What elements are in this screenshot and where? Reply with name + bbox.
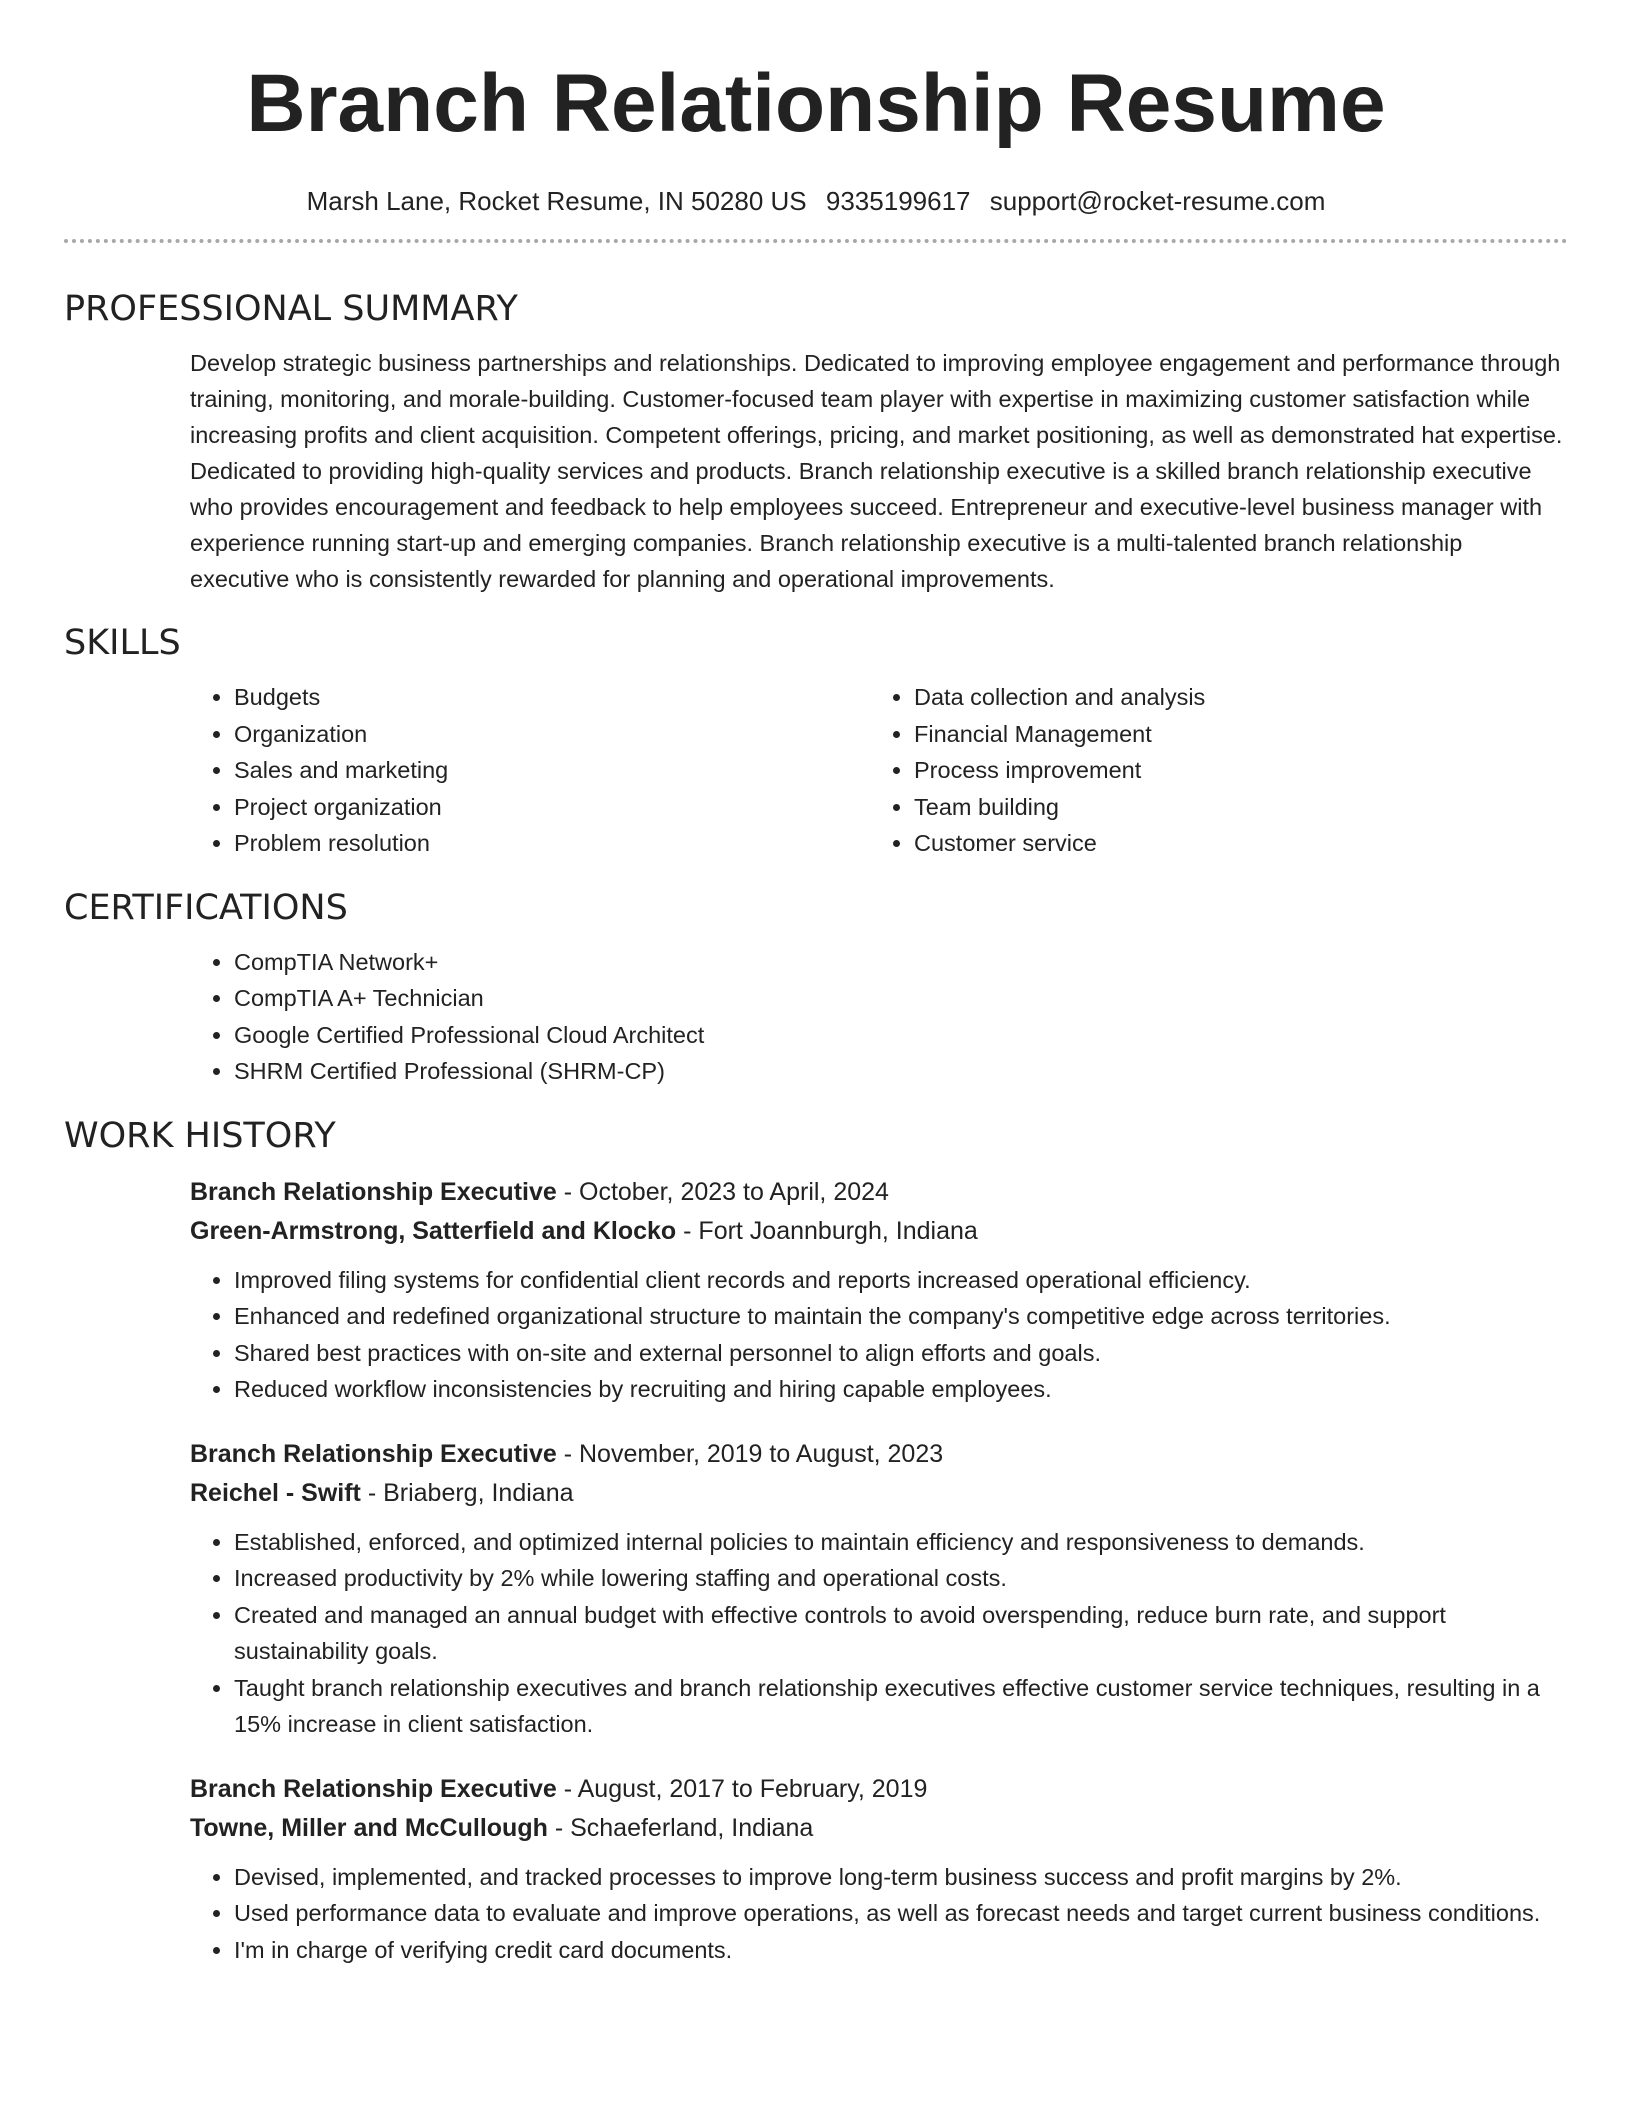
- skill-item: • Financial Management: [914, 716, 1550, 753]
- certification-item: • CompTIA Network+: [234, 944, 1568, 981]
- contact-address: Marsh Lane, Rocket Resume, IN 50280 US: [306, 186, 807, 216]
- job-bullet: • Taught branch relationship executives and branch relationship executives effective customer service techniques, resulting in a 15% increase in client satisfaction.: [234, 1670, 1568, 1743]
- job-bullet: • Shared best practices with on-site and external personnel to align efforts and goals.: [234, 1335, 1568, 1372]
- work-section: [64, 1116, 1568, 1969]
- contact-email: support@rocket-resume.com: [989, 186, 1326, 216]
- job-title-line: [190, 1434, 1568, 1474]
- certifications-body: [190, 944, 1568, 1090]
- job-role: Branch Relationship Executive: [190, 1439, 557, 1468]
- job-title-line: [190, 1769, 1568, 1809]
- summary-text: Develop strategic business partnerships and relationships. Dedicated to improving employee engagement and performance through training, monitoring, and morale-building. Customer-focused team player with expertise in maximizing customer satisfaction while increasing profits and client acquisition. Competent offerings, pricing, and market positioning, as well as demonstrated hat expertise. Dedicated to providing high-quality services and products. Branch relationship executive is a skilled branch relationship executive who provides encouragement and feedback to help employees succeed. Entrepreneur and executive-level business manager with experience running start-up and emerging companies. Branch relationship executive is a multi-talented branch relationship executive who is consistently rewarded for planning and operational improvements.: [190, 350, 1563, 592]
- summary-heading: PROFESSIONAL SUMMARY: [64, 289, 518, 329]
- summary-body: [190, 345, 1568, 597]
- job-location: - Briaberg, Indiana: [360, 1478, 574, 1507]
- skills-section: [64, 623, 1568, 862]
- job-dates: - November, 2019 to August, 2023: [556, 1439, 944, 1468]
- certifications-section: [64, 888, 1568, 1090]
- job-entry: [190, 1172, 1568, 1408]
- job-role: Branch Relationship Executive: [190, 1177, 557, 1206]
- skills-heading: SKILLS: [64, 623, 181, 663]
- job-company: Reichel - Swift: [190, 1478, 361, 1507]
- certification-item: • CompTIA A+ Technician: [234, 980, 1568, 1017]
- job-entry: [190, 1434, 1568, 1743]
- skills-grid: [190, 679, 1568, 862]
- skill-item: • Budgets: [234, 679, 870, 716]
- skill-item: • Organization: [234, 716, 870, 753]
- job-dates: - October, 2023 to April, 2024: [556, 1177, 889, 1206]
- certifications-heading: CERTIFICATIONS: [64, 887, 348, 928]
- job-bullet: • Reduced workflow inconsistencies by recruiting and hiring capable employees.: [234, 1371, 1568, 1408]
- job-bullets: [190, 1262, 1568, 1408]
- job-bullet: • Devised, implemented, and tracked processes to improve long-term business success and profit margins by 2%.: [234, 1859, 1568, 1896]
- skills-list-right: [870, 679, 1550, 862]
- job-title-line: [190, 1172, 1568, 1212]
- job-dates: - August, 2017 to February, 2019: [556, 1774, 928, 1803]
- skill-item: • Team building: [914, 789, 1550, 826]
- skill-item: • Data collection and analysis: [914, 679, 1550, 716]
- skills-list-left: [190, 679, 870, 862]
- job-bullet: • Created and managed an annual budget with effective controls to avoid overspending, reduce burn rate, and support sustainability goals.: [234, 1597, 1568, 1670]
- job-company-line: [190, 1809, 1568, 1847]
- job-location: - Fort Joannburgh, Indiana: [676, 1216, 978, 1245]
- summary-section: [64, 289, 1568, 597]
- skill-item: • Sales and marketing: [234, 752, 870, 789]
- work-body: [190, 1172, 1568, 1969]
- job-bullets: [190, 1859, 1568, 1969]
- job-company: Towne, Miller and McCullough: [190, 1813, 548, 1842]
- skill-item: • Customer service: [914, 825, 1550, 862]
- work-heading: WORK HISTORY: [64, 1115, 336, 1156]
- job-bullet: • Increased productivity by 2% while lowering staffing and operational costs.: [234, 1560, 1568, 1597]
- job-location: - Schaeferland, Indiana: [547, 1813, 814, 1842]
- skill-item: • Process improvement: [914, 752, 1550, 789]
- job-bullets: [190, 1524, 1568, 1743]
- skill-item: • Problem resolution: [234, 825, 870, 862]
- job-bullet: • Improved filing systems for confidential client records and reports increased operational efficiency.: [234, 1262, 1568, 1299]
- certification-item: • SHRM Certified Professional (SHRM-CP): [234, 1053, 1568, 1090]
- contact-line: [64, 186, 1568, 216]
- job-bullet: • I'm in charge of verifying credit card documents.: [234, 1932, 1568, 1969]
- job-company-line: [190, 1212, 1568, 1250]
- skills-column-right: [870, 679, 1550, 862]
- job-bullet: • Enhanced and redefined organizational structure to maintain the company's competitive edge across territories.: [234, 1298, 1568, 1335]
- contact-phone: 9335199617: [825, 186, 971, 216]
- header-divider: [64, 239, 1568, 243]
- skills-column-left: [190, 679, 870, 862]
- certification-item: • Google Certified Professional Cloud Architect: [234, 1017, 1568, 1054]
- resume-title: Branch Relationship Resume: [246, 58, 1386, 149]
- job-bullet: • Established, enforced, and optimized internal policies to maintain efficiency and responsiveness to demands.: [234, 1524, 1568, 1561]
- job-company: Green-Armstrong, Satterfield and Klocko: [190, 1216, 677, 1245]
- skill-item: • Project organization: [234, 789, 870, 826]
- job-role: Branch Relationship Executive: [190, 1774, 557, 1803]
- job-bullet: • Used performance data to evaluate and improve operations, as well as forecast needs and target current business conditions.: [234, 1895, 1568, 1932]
- certifications-list: [190, 944, 1568, 1090]
- job-company-line: [190, 1474, 1568, 1512]
- job-entry: [190, 1769, 1568, 1969]
